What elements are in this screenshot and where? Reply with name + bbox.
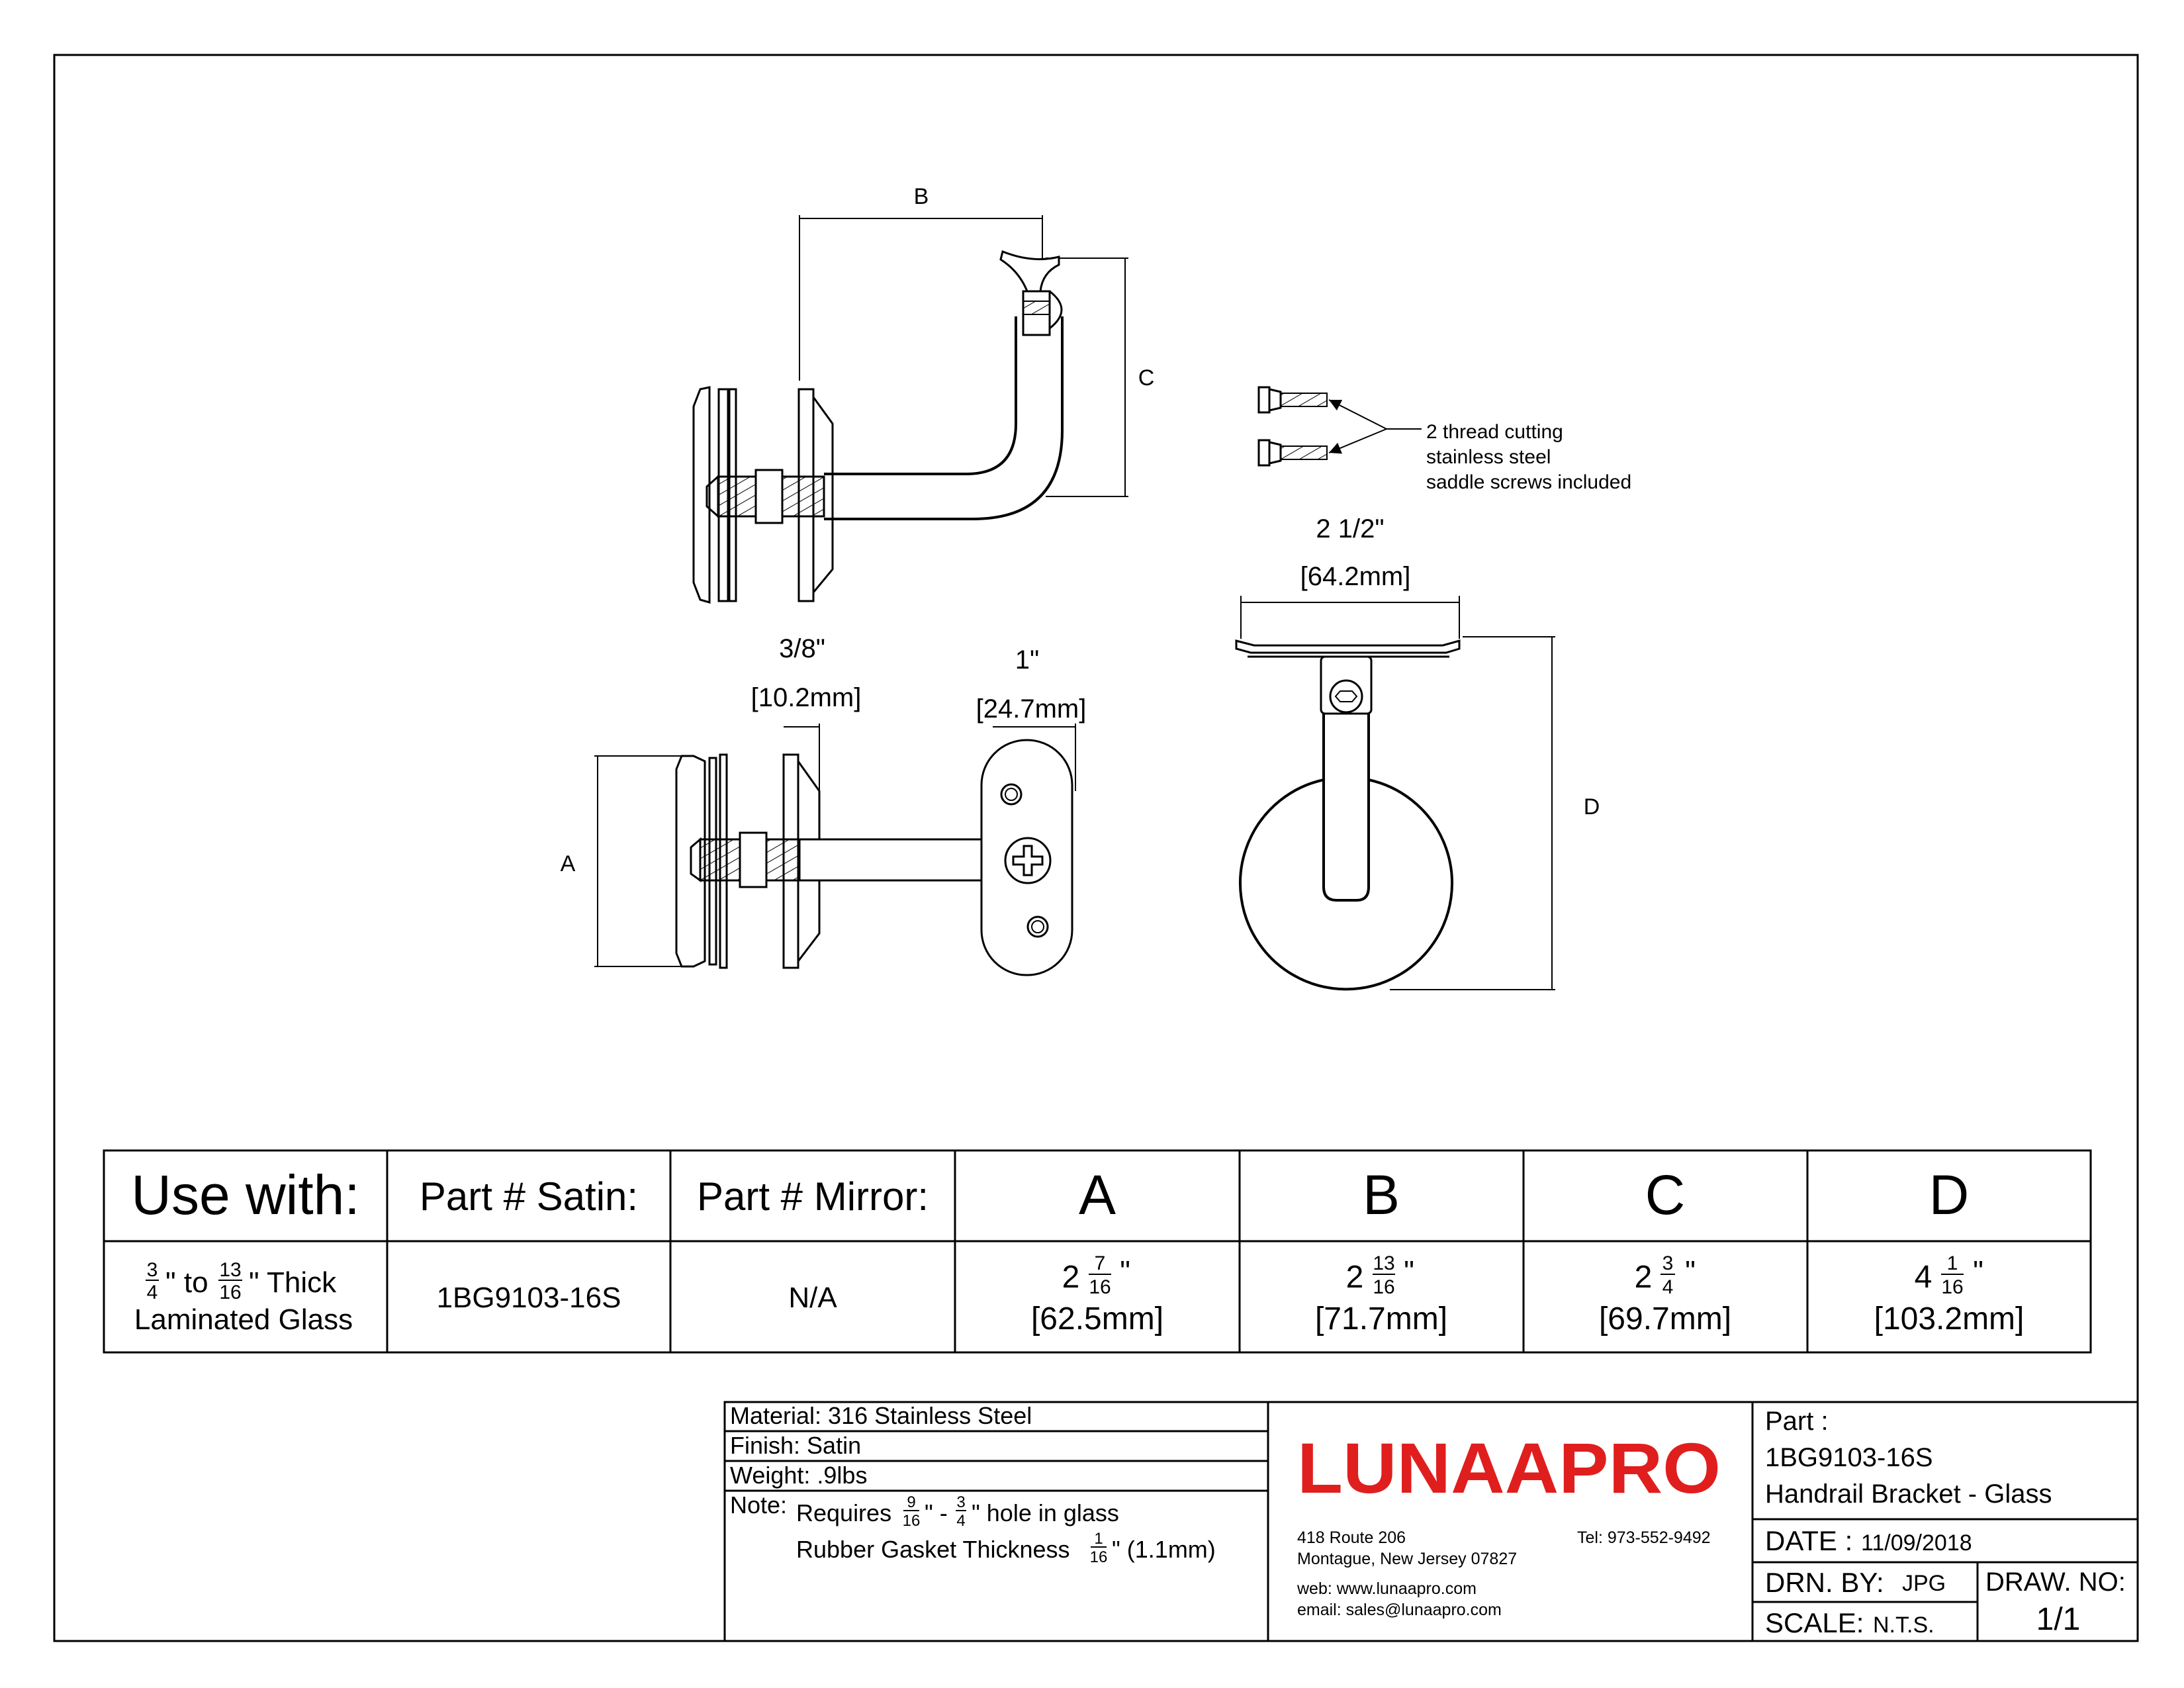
header-b: B: [1362, 1164, 1400, 1226]
label-d: D: [1583, 794, 1600, 820]
cell-b: [1315, 1252, 1447, 1336]
cell-c: [1599, 1252, 1731, 1336]
svg-text:" to: " to: [165, 1266, 208, 1299]
svg-text:3: 3: [1662, 1252, 1674, 1274]
label-c: C: [1138, 365, 1155, 391]
date-value: 11/09/2018: [1861, 1530, 1972, 1556]
front-post: [1324, 714, 1369, 900]
dim-gap-mm: [10.2mm]: [751, 683, 862, 712]
date-label: DATE :: [1765, 1525, 1853, 1556]
screw-note-line2: stainless steel: [1426, 446, 1551, 468]
screw-leader-2: [1329, 429, 1387, 453]
header-use-with: Use with:: [131, 1164, 360, 1226]
top-view: [561, 634, 1087, 975]
svg-text:2: 2: [1062, 1260, 1080, 1295]
scale-label: SCALE:: [1765, 1607, 1864, 1638]
note-line-2: [796, 1530, 1216, 1566]
svg-text:Laminated Glass: Laminated Glass: [134, 1303, 353, 1336]
screw-note-line3: saddle screws included: [1426, 471, 1632, 493]
svg-text:16: 16: [1089, 1548, 1108, 1566]
company-email: email: sales@lunaapro.com: [1297, 1601, 1502, 1619]
svg-text:": ": [1404, 1255, 1414, 1288]
drn-by-value: JPG: [1902, 1571, 1946, 1596]
note-line-1: [796, 1493, 1119, 1530]
svg-text:16: 16: [1373, 1276, 1395, 1298]
cell-part-satin: 1BG9103-16S: [436, 1282, 621, 1314]
svg-text:4: 4: [956, 1512, 966, 1530]
svg-text:" Thick: " Thick: [249, 1266, 337, 1299]
svg-text:13: 13: [219, 1259, 242, 1281]
svg-text:Rubber Gasket Thickness: Rubber Gasket Thickness: [796, 1536, 1070, 1563]
company-tel: Tel: 973-552-9492: [1577, 1528, 1711, 1547]
svg-text:[103.2mm]: [103.2mm]: [1874, 1301, 2025, 1336]
dim-saddle-width-in: 2 1/2": [1316, 514, 1385, 543]
svg-text:16: 16: [902, 1512, 921, 1530]
svg-text:2: 2: [1634, 1260, 1653, 1295]
svg-text:[62.5mm]: [62.5mm]: [1030, 1301, 1164, 1336]
front-knuckle: [1321, 657, 1371, 714]
side-saddle-thread: [1023, 301, 1050, 314]
screw-note-line1: 2 thread cutting: [1426, 421, 1563, 443]
svg-text:1: 1: [1946, 1252, 1958, 1274]
svg-text:3: 3: [146, 1259, 158, 1281]
cell-use-with: [134, 1259, 353, 1336]
title-block: [725, 1402, 2138, 1641]
front-view: [1236, 514, 1600, 990]
svg-text:13: 13: [1373, 1252, 1395, 1274]
header-d: D: [1929, 1164, 1970, 1226]
side-nut: [756, 470, 782, 523]
svg-text:": ": [1120, 1255, 1130, 1288]
sheet-border: [54, 55, 2138, 1641]
finish-text: Finish: Satin: [730, 1432, 862, 1459]
side-view: [694, 184, 1154, 602]
draw-no-value: 1/1: [2036, 1602, 2081, 1637]
svg-text:4: 4: [146, 1282, 158, 1303]
screw-1: [1259, 387, 1327, 412]
header-part-satin: Part # Satin:: [419, 1174, 639, 1219]
top-arm: [799, 839, 981, 880]
svg-text:2: 2: [1345, 1260, 1364, 1295]
cell-d: [1874, 1252, 2025, 1336]
dim-plate-in: 1": [1015, 645, 1040, 675]
top-nut: [740, 833, 766, 887]
screws-callout: [1259, 387, 1631, 493]
header-c: C: [1645, 1164, 1686, 1226]
svg-text:4: 4: [1662, 1276, 1674, 1298]
company-address1: 418 Route 206: [1297, 1528, 1406, 1547]
svg-text:Requires: Requires: [796, 1499, 892, 1526]
dim-plate-mm: [24.7mm]: [976, 694, 1087, 724]
screw-2: [1259, 440, 1327, 465]
screw-leader-1: [1329, 400, 1387, 429]
svg-text:16: 16: [1941, 1276, 1964, 1298]
svg-text:[71.7mm]: [71.7mm]: [1314, 1301, 1448, 1336]
header-a: A: [1078, 1164, 1116, 1226]
svg-text:7: 7: [1094, 1252, 1106, 1274]
scale-value: N.T.S.: [1873, 1613, 1934, 1638]
svg-text:": ": [1685, 1255, 1696, 1288]
svg-text:9: 9: [907, 1493, 916, 1511]
draw-no-label: DRAW. NO:: [1985, 1568, 2126, 1597]
front-saddle: [1236, 641, 1459, 653]
svg-text:" (1.1mm): " (1.1mm): [1112, 1536, 1216, 1563]
part-label: Part :: [1765, 1407, 1829, 1436]
company-address2: Montague, New Jersey 07827: [1297, 1550, 1518, 1568]
drn-by-label: DRN. BY:: [1765, 1567, 1884, 1598]
side-arm-bottom: [824, 316, 1062, 519]
label-a: A: [560, 851, 576, 876]
svg-text:1: 1: [1094, 1530, 1103, 1548]
front-disk: [1240, 780, 1452, 989]
header-part-mirror: Part # Mirror:: [696, 1174, 929, 1219]
top-rod-tip: [691, 839, 700, 880]
svg-text:[69.7mm]: [69.7mm]: [1598, 1301, 1732, 1336]
part-number: 1BG9103-16S: [1765, 1443, 1933, 1472]
label-b: B: [913, 184, 929, 209]
svg-text:16: 16: [1089, 1276, 1111, 1298]
svg-text:4: 4: [1914, 1260, 1933, 1295]
company-web: web: www.lunaapro.com: [1297, 1579, 1477, 1598]
note-label: Note:: [730, 1491, 788, 1519]
dim-saddle-width-mm: [64.2mm]: [1300, 562, 1411, 591]
cell-part-mirror: N/A: [788, 1282, 837, 1314]
spec-table: [104, 1150, 2091, 1352]
svg-text:": ": [1973, 1255, 1983, 1288]
weight-text: Weight: .9lbs: [730, 1462, 868, 1489]
dim-gap-in: 3/8": [779, 634, 825, 663]
top-mount-plate: [981, 740, 1072, 975]
svg-text:" hole in glass: " hole in glass: [972, 1499, 1119, 1526]
side-arm-top: [824, 316, 1016, 474]
side-saddle-pivot: [1050, 291, 1062, 328]
cell-a: [1031, 1252, 1163, 1336]
material-text: Material: 316 Stainless Steel: [730, 1402, 1032, 1429]
svg-text:3: 3: [956, 1493, 966, 1511]
svg-text:" -: " -: [925, 1499, 948, 1526]
company-logo: LUNAAPRO: [1297, 1428, 1721, 1508]
part-description: Handrail Bracket - Glass: [1765, 1479, 2052, 1509]
svg-text:16: 16: [219, 1282, 242, 1303]
